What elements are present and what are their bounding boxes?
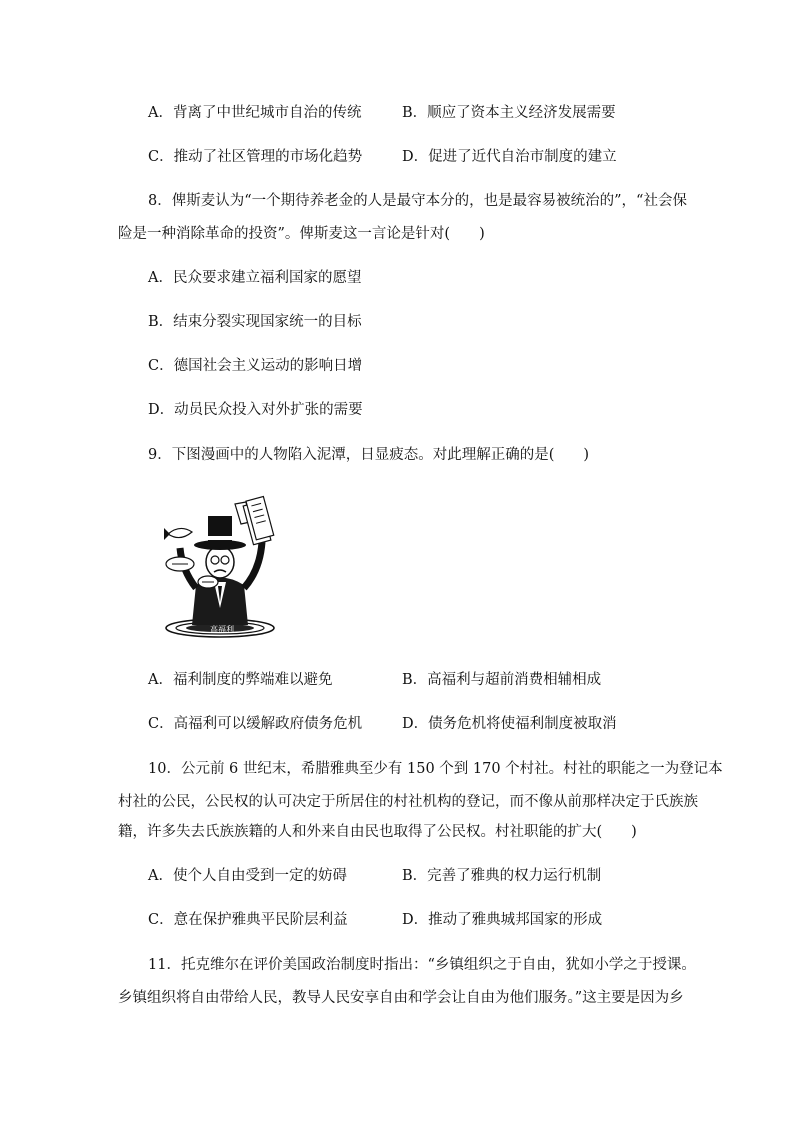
q8-option-c: C．德国社会主义运动的影响日增 [148,358,363,374]
q7-option-c: C．推动了社区管理的市场化趋势 [148,149,363,165]
q9-option-c: C．高福利可以缓解政府债务危机 [148,716,363,732]
q10-option-c: C．意在保护雅典平民阶层利益 [148,912,348,928]
q7-option-b: B．顺应了资本主义经济发展需要 [402,105,616,121]
q10-stem-line-1: 10．公元前 6 世纪末，希腊雅典至少有 150 个到 170 个村社。村社的职能之一为登记本 [148,761,723,777]
q9-option-b: B．高福利与超前消费相辅相成 [402,672,602,688]
q10-stem-line-3: 籍，许多失去氏族族籍的人和外来自由民也取得了公民权。村社职能的扩大( ) [118,824,637,840]
cartoon-label-high-welfare: 高福利 [210,625,234,634]
welfare-cartoon-image [162,490,280,640]
q8-stem-line-1: 8．俾斯麦认为“一个期待养老金的人是最守本分的，也是最容易被统治的”，“社会保 [148,193,687,209]
q9-option-d: D．债务危机将使福利制度被取消 [402,716,617,732]
q8-stem-line-2: 险是一种消除革命的投资”。俾斯麦这一言论是针对( ) [118,226,485,242]
q11-stem-line-1: 11．托克维尔在评价美国政治制度时指出：“乡镇组织之于自由，犹如小学之于授课。 [148,957,696,973]
q7-option-a: A．背离了中世纪城市自治的传统 [148,105,362,121]
q8-option-a: A．民众要求建立福利国家的愿望 [148,270,362,286]
q11-stem-line-2: 乡镇组织将自由带给人民，教导人民安享自由和学会让自由为他们服务。”这主要是因为乡 [118,990,684,1006]
q9-stem: 9．下图漫画中的人物陷入泥潭，日显疲态。对此理解正确的是( ) [148,447,590,463]
q8-option-b: B．结束分裂实现国家统一的目标 [148,314,362,330]
q10-option-d: D．推动了雅典城邦国家的形成 [402,912,603,928]
q8-option-d: D．动员民众投入对外扩张的需要 [148,402,363,418]
q10-stem-line-2: 村社的公民，公民权的认可决定于所居住的村社机构的登记，而不像从前那样决定于氏族族 [118,794,698,810]
q7-option-d: D．促进了近代自治市制度的建立 [402,149,617,165]
q10-option-a: A．使个人自由受到一定的妨碍 [148,868,347,884]
q9-option-a: A．福利制度的弊端难以避免 [148,672,333,688]
q10-option-b: B．完善了雅典的权力运行机制 [402,868,602,884]
